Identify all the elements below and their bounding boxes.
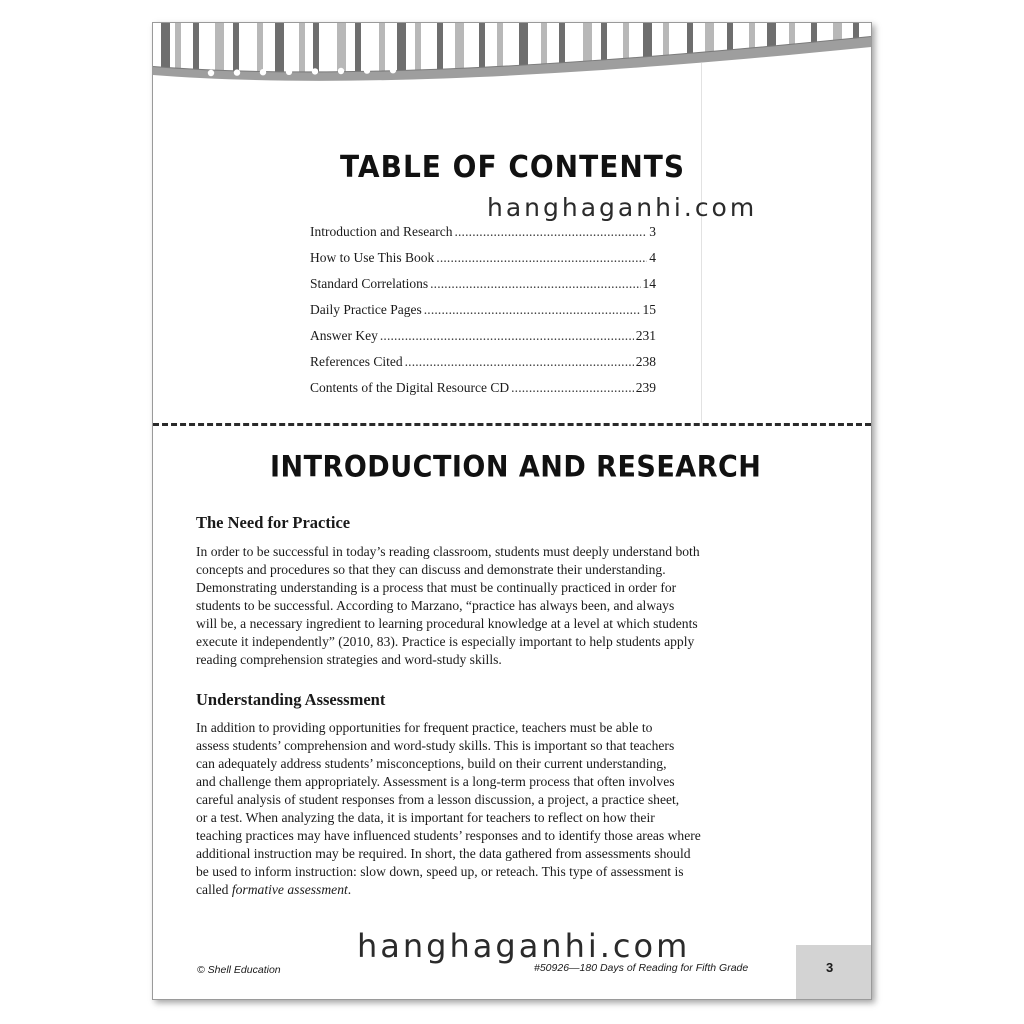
toc-entry-page: 4 [649,250,656,265]
paragraph-line: assess students’ comprehension and word-study skills. This is important so that teachers [196,738,675,753]
page-number: 3 [826,960,834,975]
toc-entry-page: 3 [649,224,656,239]
footer-publisher: © Shell Education [197,964,281,976]
toc-entry-page: 15 [642,302,656,317]
footer-book-title: #50926—180 Days of Reading for Fifth Grade [534,962,749,974]
paragraph-line: execute it independently” (2010, 83). Practice is especially important to help students apply [196,634,695,649]
section-title: INTRODUCTION AND RESEARCH [270,450,762,485]
toc-entry-label: Standard Correlations [310,276,429,291]
paragraph-line: or a test. When analyzing the data, it is important for teachers to reflect on how their [196,810,655,825]
paragraph-line: Demonstrating understanding is a process that must be continually practiced in order for [196,580,677,595]
paragraph-line: concepts and procedures so that they can discuss and demonstrate their understanding. [196,562,666,577]
page-number-tab [796,945,871,999]
toc-leader-dots [424,302,641,318]
toc-leader-dots [436,250,647,266]
toc-entry [310,276,656,302]
toc-entry-page: 239 [635,380,656,395]
toc-leader-dots [380,328,634,344]
toc-entry-page: 231 [635,328,656,343]
toc-entry [310,354,656,380]
watermark-top: hanghaganhi.com [487,193,758,222]
toc-entry-label: Contents of the Digital Resource CD [310,380,510,395]
watermark-bottom: hanghaganhi.com [357,927,691,965]
table-of-contents [310,224,656,406]
toc-entry [310,328,656,354]
paragraph-line: students to be successful. According to Marzano, “practice has always been, and always [196,598,675,613]
section-divider [153,423,871,426]
toc-title: TABLE OF CONTENTS [340,148,686,185]
toc-entry-label: Daily Practice Pages [310,302,422,317]
toc-entry [310,224,656,250]
toc-entry-label: Introduction and Research [310,224,453,239]
paragraph-line: can adequately address students’ misconceptions, build on their current understanding, [196,756,667,771]
paragraph-line [196,881,781,899]
paragraph-line: In addition to providing opportunities for frequent practice, teachers must be able to [196,720,653,735]
paragraph-line: be used to inform instruction: slow down, speed up, or reteach. This type of assessment is [196,864,684,879]
toc-entry-page: 238 [635,354,656,369]
emphasized-term: formative assessment [231,882,348,897]
paragraph-line: additional instruction may be required. In short, the data gathered from assessments should [196,846,691,861]
toc-entry-page: 14 [642,276,656,291]
paragraph-line: reading comprehension strategies and word-study skills. [196,652,502,667]
toc-leader-dots [454,224,647,240]
page-fold-line [701,63,702,423]
toc-leader-dots [511,380,634,396]
toc-leader-dots [430,276,640,292]
toc-leader-dots [405,354,634,370]
subsection-heading-practice: The Need for Practice [196,513,351,532]
toc-entry-label: References Cited [310,354,403,369]
subsection-heading-assessment: Understanding Assessment [196,690,386,709]
toc-entry [310,380,656,406]
paragraph-line: careful analysis of student responses from a lesson discussion, a project, a practice sheet, [196,792,680,807]
toc-entry-label: How to Use This Book [310,250,435,265]
paragraph-line: teaching practices may have influenced students’ responses and to identify those areas where [196,828,701,843]
toc-entry [310,302,656,328]
paragraph-line: will be, a necessary ingredient to learning procedural knowledge at a level at which students [196,616,698,631]
paragraph-practice [196,543,781,669]
paragraph-text: . [347,882,352,897]
paragraph-text: called [196,882,232,897]
paragraph-line: and challenge them appropriately. Assessment is a long-term process that often involves [196,774,675,789]
decorative-banner [153,23,871,83]
toc-entry-label: Answer Key [310,328,378,343]
paragraph-line: In order to be successful in today’s reading classroom, students must deeply understand both [196,544,700,559]
toc-entry [310,250,656,276]
paragraph-assessment [196,719,781,899]
